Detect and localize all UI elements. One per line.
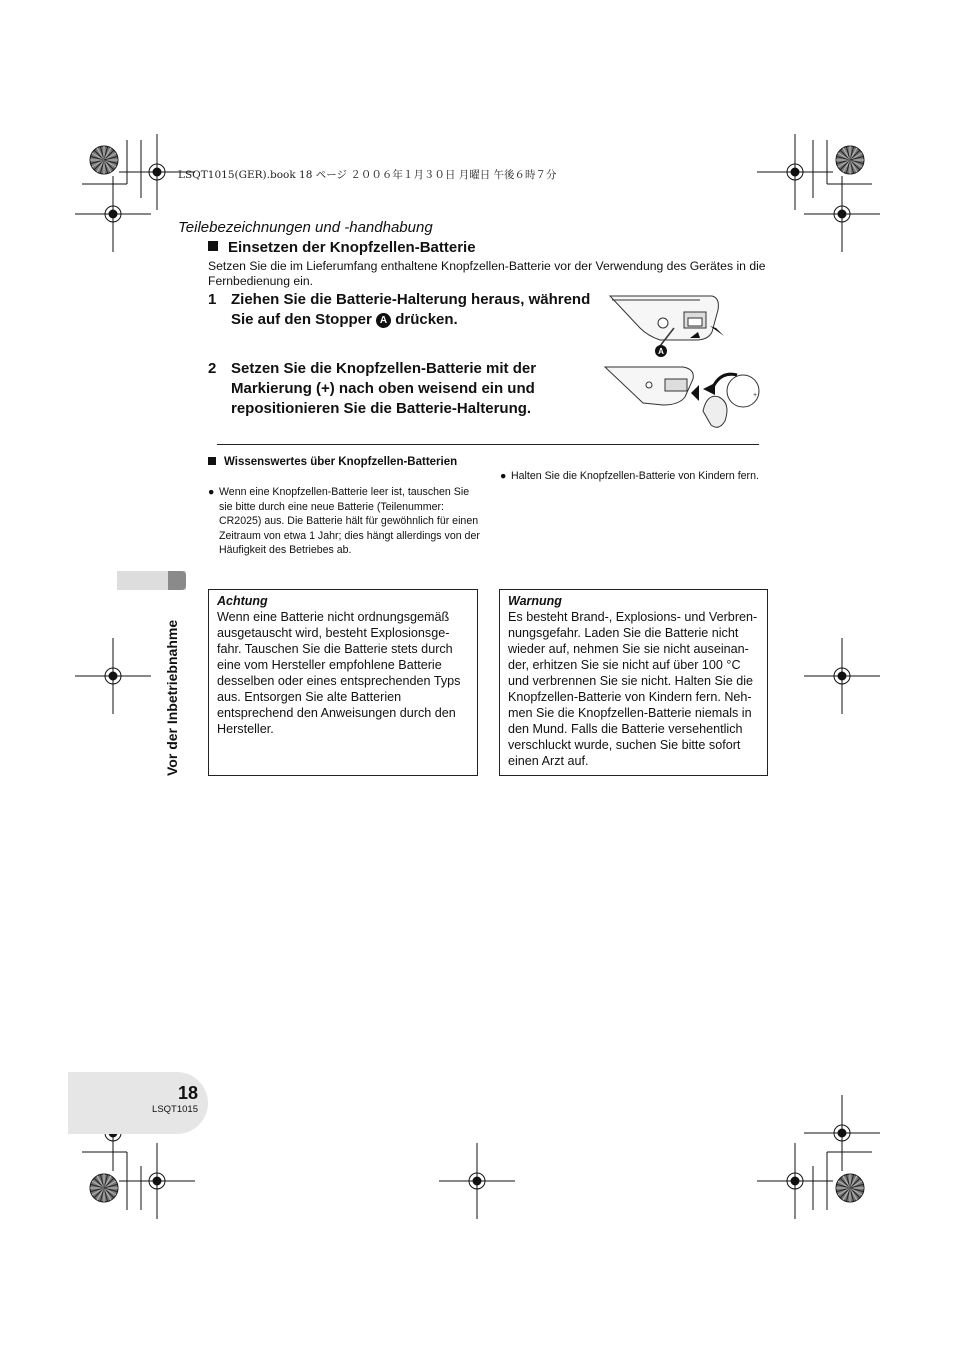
step-text-end: drücken. bbox=[391, 311, 458, 328]
registration-mark-icon bbox=[119, 1143, 195, 1219]
square-bullet-icon bbox=[208, 457, 216, 465]
registration-mark-icon bbox=[804, 1095, 880, 1171]
starburst-mark-icon bbox=[836, 146, 864, 174]
note-bullet: ● Wenn eine Knopfzellen-Batterie leer ist, tauschen Sie sie bitte durch eine neue Batterie (Teilenummer: CR2025) aus. Die Batterie hält für gewöhnlich für einen Zeitraum von etwa 1 Jahr; dies hängt allerdings von der Häufigkeit des Betriebes ab. bbox=[208, 486, 480, 556]
step-number: 1 bbox=[208, 291, 217, 308]
step-text: Setzen Sie die Knopfzellen-Batterie mit der Markierung (+) nach oben weisend ein und repositionieren Sie die Batterie-Halterung. bbox=[231, 360, 537, 417]
heading-text: Einsetzen der Knopfzellen-Batterie bbox=[228, 239, 476, 256]
registration-mark-icon bbox=[804, 176, 880, 252]
caution-body: Wenn eine Batterie nicht ordnungsgemäß ausgetauscht wird, besteht Explosionsge-fahr. Tauschen Sie die Batterie stets durch eine vom Hersteller empfohlene Batterie desselben oder eines entsprechenden Typs aus. Entsorgen Sie alte Batterien entsprechend den Anweisungen durch den Hersteller. bbox=[217, 610, 461, 736]
note-title: Wissenswertes über Knopfzellen-Batterien bbox=[208, 454, 468, 470]
remote-battery-holder-illustration bbox=[600, 292, 730, 362]
side-tab-marker bbox=[168, 571, 186, 590]
coin-battery-insert-illustration bbox=[603, 363, 763, 435]
starburst-mark-icon bbox=[836, 1174, 864, 1202]
step-1 bbox=[208, 290, 598, 330]
registration-mark-icon bbox=[75, 638, 151, 714]
side-label: Vor der Inbetriebnahme bbox=[164, 619, 180, 776]
warning-body: Es besteht Brand-, Explosions- und Verbren-nungsgefahr. Laden Sie die Batterie nicht wieder auf, nehmen Sie sie nicht auseinan-der, erhitzen Sie sie nicht auf über 100 °C und verbrennen Sie sie nicht. Halten Sie die Knopfzellen-Batterie von Kindern fern. Neh-men Sie die Knopfzellen-Batterie niemals in den Mund. Falls die Batterie versehentlich verschluckt wurde, suchen Sie bitte sofort einen Arzt auf. bbox=[508, 610, 758, 768]
square-bullet-icon bbox=[208, 241, 218, 251]
marker-a-icon: A bbox=[376, 313, 391, 328]
step-2 bbox=[208, 359, 608, 419]
intro-text: Setzen Sie die im Lieferumfang enthaltene Knopfzellen-Batterie vor der Verwendung des Gerätes in die Fernbedienung ein. bbox=[208, 259, 766, 288]
step-text: Ziehen Sie die Batterie-Halterung heraus, während Sie auf den Stopper bbox=[231, 291, 591, 328]
warning-title: Warnung bbox=[508, 594, 562, 608]
heading bbox=[208, 239, 476, 256]
caution-box bbox=[208, 589, 478, 776]
section-divider bbox=[217, 444, 759, 445]
registration-mark-icon bbox=[757, 134, 833, 210]
note-bullet: ● Halten Sie die Knopfzellen-Batterie von Kindern fern. bbox=[500, 470, 759, 482]
starburst-mark-icon bbox=[90, 1174, 118, 1202]
caution-title: Achtung bbox=[217, 594, 268, 608]
section-title: Teilebezeichnungen und -handhabung bbox=[178, 219, 433, 236]
bullet-dot-icon: ● bbox=[208, 486, 215, 498]
registration-mark-icon bbox=[75, 176, 151, 252]
illustration-marker: A bbox=[658, 347, 664, 356]
registration-mark-icon bbox=[439, 1143, 515, 1219]
registration-mark-icon bbox=[804, 638, 880, 714]
registration-mark-icon bbox=[757, 1143, 833, 1219]
warning-box bbox=[499, 589, 768, 776]
bullet-dot-icon: ● bbox=[500, 470, 507, 482]
step-number: 2 bbox=[208, 360, 217, 377]
print-header: LSQT1015(GER).book 18 ページ ２００６年１月３０日 月曜日 午後６時７分 bbox=[178, 169, 557, 181]
page-number: 18 bbox=[177, 1083, 198, 1103]
starburst-mark-icon bbox=[90, 146, 118, 174]
svg-text:+: + bbox=[753, 392, 758, 399]
doc-code: LSQT1015 bbox=[152, 1104, 198, 1115]
